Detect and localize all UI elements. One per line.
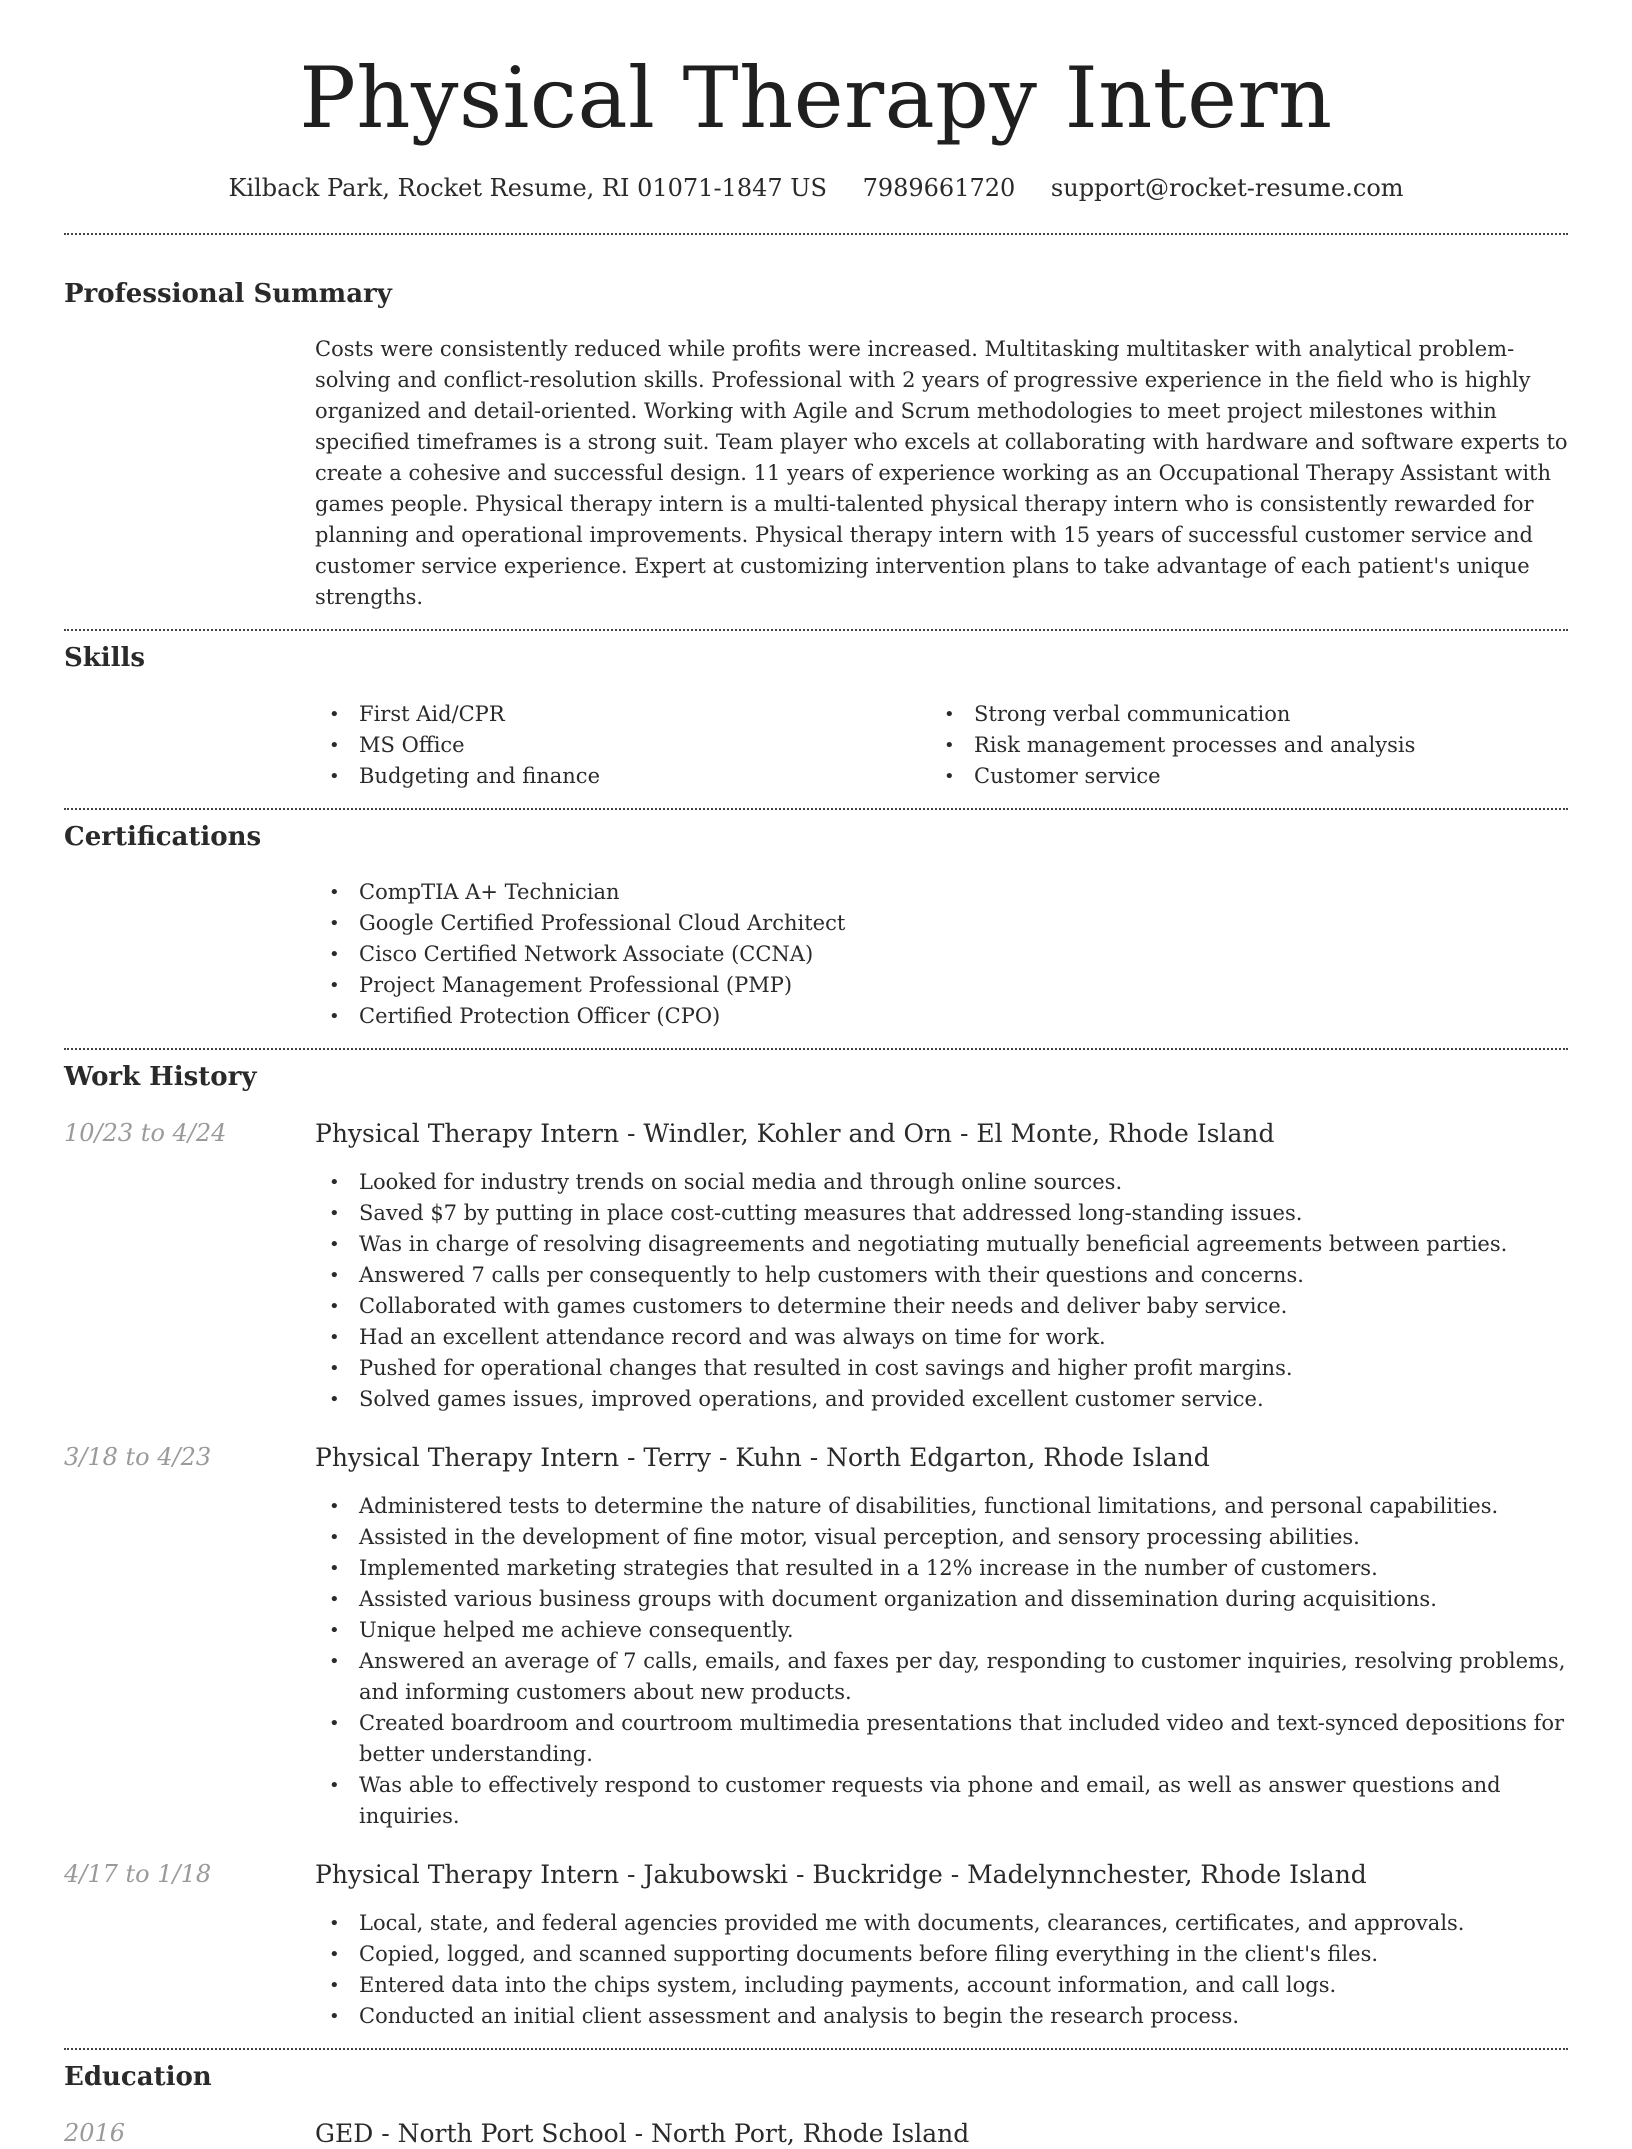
divider [64,233,1568,235]
skills-section [64,643,1568,791]
contact-line [64,174,1568,203]
job-bullet: • Administered tests to determine the nature of disabilities, functional limitations, and personal capabilities. [315,1491,1568,1522]
job-entry [64,1860,1568,2032]
job-bullets [315,1908,1568,2032]
address: Kilback Park, Rocket Resume, RI 01071-1847 US [228,174,827,203]
candidate-name: Physical Therapy Intern [299,49,1333,147]
divider [64,808,1568,810]
skills-list-left [315,699,930,792]
job-bullet: • Entered data into the chips system, including payments, account information, and call logs. [315,1970,1568,2001]
section-title-skills: Skills [64,643,146,674]
job-bullet: • Saved $7 by putting in place cost-cutting measures that addressed long-standing issues. [315,1198,1568,1229]
job-bullets [315,1167,1568,1415]
job-bullet: • Answered an average of 7 calls, emails, and faxes per day, responding to customer inquiries, resolving problems, and informing customers about new products. [315,1646,1568,1708]
job-date: 4/17 to 1/18 [64,1859,212,1888]
job-bullet: • Assisted in the development of fine motor, visual perception, and sensory processing abilities. [315,1522,1568,1553]
skill-item: • Customer service [930,761,1545,792]
phone: 7989661720 [862,174,1016,203]
job-bullet: • Was in charge of resolving disagreements and negotiating mutually beneficial agreements between parties. [315,1229,1568,1260]
job-bullet: • Copied, logged, and scanned supporting documents before filing everything in the client's files. [315,1939,1568,1970]
certification-item: • Cisco Certified Network Associate (CCNA) [315,939,1568,970]
divider [64,2048,1568,2050]
skill-item: • First Aid/CPR [315,699,930,730]
job-bullet: • Looked for industry trends on social media and through online sources. [315,1167,1568,1198]
job-bullet: • Created boardroom and courtroom multimedia presentations that included video and text-synced depositions for better understanding. [315,1708,1568,1770]
job-entry [64,1443,1568,1832]
skill-item: • Risk management processes and analysis [930,730,1545,761]
divider [64,1048,1568,1050]
job-bullet: • Solved games issues, improved operations, and provided excellent customer service. [315,1384,1568,1415]
section-title-work-history: Work History [64,1061,257,1092]
section-title-education: Education [64,2061,212,2092]
certification-item: • Project Management Professional (PMP) [315,970,1568,1001]
job-title: Physical Therapy Intern - Terry - Kuhn - North Edgarton, Rhode Island [315,1442,1210,1472]
certification-item: • Certified Protection Officer (CPO) [315,1001,1568,1032]
job-bullet: • Was able to effectively respond to customer requests via phone and email, as well as answer questions and inquiries. [315,1770,1568,1832]
certification-item: • Google Certified Professional Cloud Architect [315,908,1568,939]
job-bullet: • Collaborated with games customers to determine their needs and deliver baby service. [315,1291,1568,1322]
skill-item: • Strong verbal communication [930,699,1545,730]
education-title: GED - North Port School - North Port, Rhode Island [315,2119,970,2149]
job-bullet: • Local, state, and federal agencies provided me with documents, clearances, certificates, and approvals. [315,1908,1568,1939]
certifications-list [315,877,1568,1032]
certification-item: • CompTIA A+ Technician [315,877,1568,908]
job-bullet: • Implemented marketing strategies that resulted in a 12% increase in the number of customers. [315,1553,1568,1584]
skill-item: • MS Office [315,730,930,761]
certifications-section [64,822,1568,1032]
job-entry [64,1119,1568,1415]
job-title: Physical Therapy Intern - Windler, Kohler and Orn - El Monte, Rhode Island [315,1118,1275,1148]
job-bullet: • Assisted various business groups with document organization and dissemination during acquisitions. [315,1584,1568,1615]
education-entry [64,2119,1568,2149]
job-bullet: • Had an excellent attendance record and was always on time for work. [315,1322,1568,1353]
skills-list-right [930,699,1545,792]
job-date: 3/18 to 4/23 [64,1442,212,1471]
resume-page [64,0,1568,2149]
job-bullets [315,1491,1568,1832]
work-history-section [64,1062,1568,2032]
email: support@rocket-resume.com [1050,174,1404,203]
section-title-certifications: Certifications [64,821,262,852]
job-bullet: • Answered 7 calls per consequently to help customers with their questions and concerns. [315,1260,1568,1291]
job-date: 10/23 to 4/24 [64,1118,227,1147]
divider [64,629,1568,631]
summary-section [64,279,1568,613]
summary-text: Costs were consistently reduced while profits were increased. Multitasking multitasker with analytical problem-solving and conflict-resolution skills. Professional with 2 years of progressive experience in the field who is highly organized and detail-oriented. Working with Agile and Scrum methodologies to meet project milestones within specified timeframes is a strong suit. Team player who excels at collaborating with hardware and software experts to create a cohesive and successful design. 11 years of experience working as an Occupational Therapy Assistant with games people. Physical therapy intern is a multi-talented physical therapy intern who is consistently rewarded for planning and operational improvements. Physical therapy intern with 15 years of successful customer service and customer service experience. Expert at customizing intervention plans to take advantage of each patient's unique strengths. [315,337,1568,610]
job-bullet: • Pushed for operational changes that resulted in cost savings and higher profit margins. [315,1353,1568,1384]
education-date: 2016 [64,2119,126,2148]
job-title: Physical Therapy Intern - Jakubowski - Buckridge - Madelynnchester, Rhode Island [315,1859,1367,1889]
job-bullet: • Conducted an initial client assessment and analysis to begin the research process. [315,2001,1568,2032]
section-title-summary: Professional Summary [64,279,392,310]
job-bullet: • Unique helped me achieve consequently. [315,1615,1568,1646]
education-section [64,2062,1568,2149]
skill-item: • Budgeting and finance [315,761,930,792]
